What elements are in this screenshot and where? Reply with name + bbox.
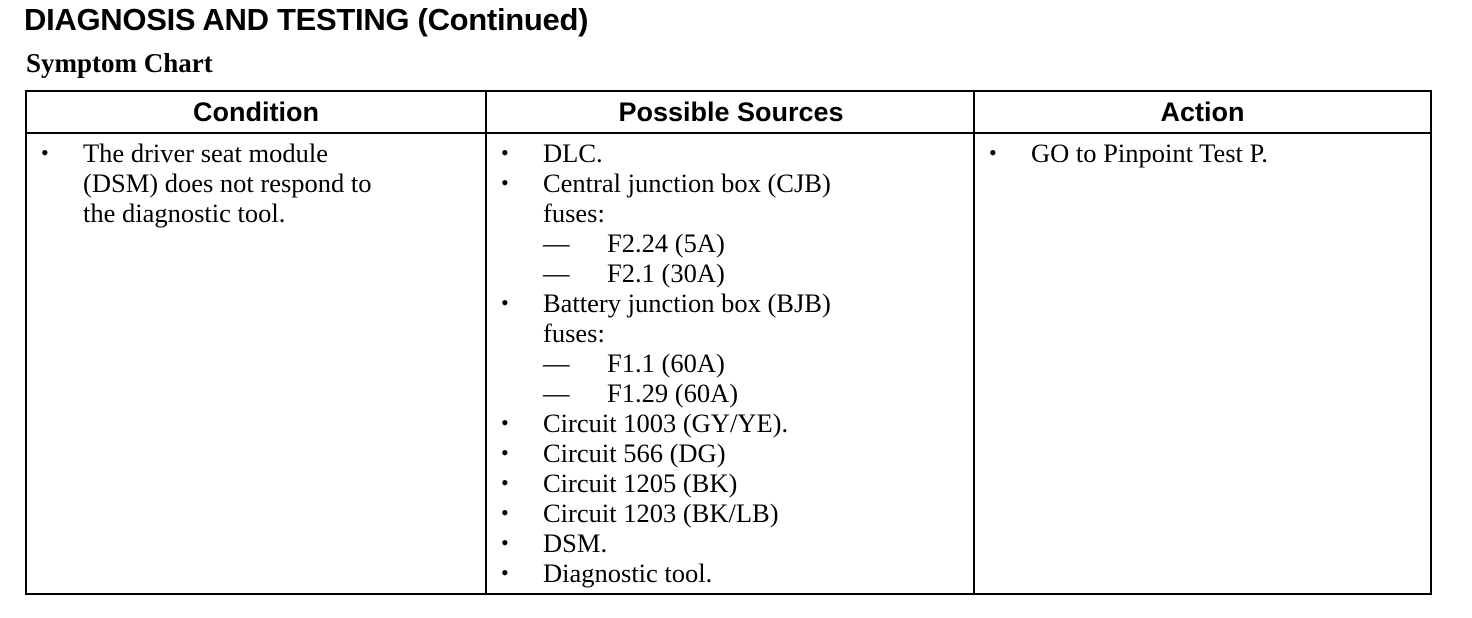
bullet: • bbox=[501, 440, 509, 465]
source-item bbox=[487, 468, 975, 498]
bullet: • bbox=[501, 170, 509, 195]
source-text: Circuit 1203 (BK/LB) bbox=[543, 498, 779, 528]
condition-column bbox=[27, 92, 485, 593]
condition-list bbox=[27, 138, 485, 228]
fuse-subitem bbox=[487, 378, 975, 408]
source-item bbox=[487, 558, 975, 588]
source-item bbox=[487, 528, 975, 558]
bullet: • bbox=[501, 290, 509, 315]
dash: — bbox=[543, 228, 570, 258]
source-text: Circuit 1205 (BK) bbox=[543, 468, 738, 498]
possible-sources-column bbox=[485, 92, 975, 593]
fuse-subitem bbox=[487, 228, 975, 258]
condition-line: the diagnostic tool. bbox=[83, 198, 286, 228]
condition-header: Condition bbox=[27, 92, 485, 134]
source-item bbox=[487, 438, 975, 468]
action-item bbox=[975, 138, 1430, 168]
fuse-subitem bbox=[487, 258, 975, 288]
source-text: Circuit 1003 (GY/YE). bbox=[543, 408, 789, 438]
source-text: Circuit 566 (DG) bbox=[543, 438, 726, 468]
dash: — bbox=[543, 258, 570, 288]
bullet: • bbox=[501, 470, 509, 495]
source-text: DSM. bbox=[543, 528, 608, 558]
symptom-chart-table bbox=[25, 90, 1432, 595]
fuse-subitem bbox=[487, 348, 975, 378]
source-item bbox=[487, 168, 975, 228]
fuse-text: F2.1 (30A) bbox=[607, 258, 725, 288]
source-text: Diagnostic tool. bbox=[543, 558, 713, 588]
action-list bbox=[975, 138, 1430, 168]
source-item bbox=[487, 498, 975, 528]
source-text: DLC. bbox=[543, 138, 603, 168]
action-column bbox=[973, 92, 1430, 593]
source-item bbox=[487, 288, 975, 348]
bullet: • bbox=[501, 530, 509, 555]
condition-line: The driver seat module bbox=[83, 138, 329, 168]
page-title: DIAGNOSIS AND TESTING (Continued) bbox=[24, 2, 589, 37]
bullet: • bbox=[41, 140, 49, 165]
bullet: • bbox=[501, 560, 509, 585]
bullet: • bbox=[501, 140, 509, 165]
source-item bbox=[487, 408, 975, 438]
bullet: • bbox=[989, 140, 997, 165]
possible-sources-header: Possible Sources bbox=[487, 92, 975, 134]
action-header: Action bbox=[975, 92, 1430, 134]
source-text: Battery junction box (BJB) bbox=[543, 288, 831, 318]
condition-line: (DSM) does not respond to bbox=[83, 168, 372, 198]
fuse-text: F1.29 (60A) bbox=[607, 378, 739, 408]
condition-item bbox=[27, 138, 485, 228]
action-text: GO to Pinpoint Test P. bbox=[1031, 138, 1268, 168]
page-subtitle: Symptom Chart bbox=[26, 48, 213, 78]
fuse-text: F1.1 (60A) bbox=[607, 348, 725, 378]
source-item bbox=[487, 138, 975, 168]
dash: — bbox=[543, 348, 570, 378]
source-text: fuses: bbox=[543, 318, 605, 348]
fuse-text: F2.24 (5A) bbox=[607, 228, 725, 258]
source-text: fuses: bbox=[543, 198, 605, 228]
dash: — bbox=[543, 378, 570, 408]
source-text: Central junction box (CJB) bbox=[543, 168, 831, 198]
sources-list bbox=[487, 138, 975, 588]
bullet: • bbox=[501, 500, 509, 525]
bullet: • bbox=[501, 410, 509, 435]
